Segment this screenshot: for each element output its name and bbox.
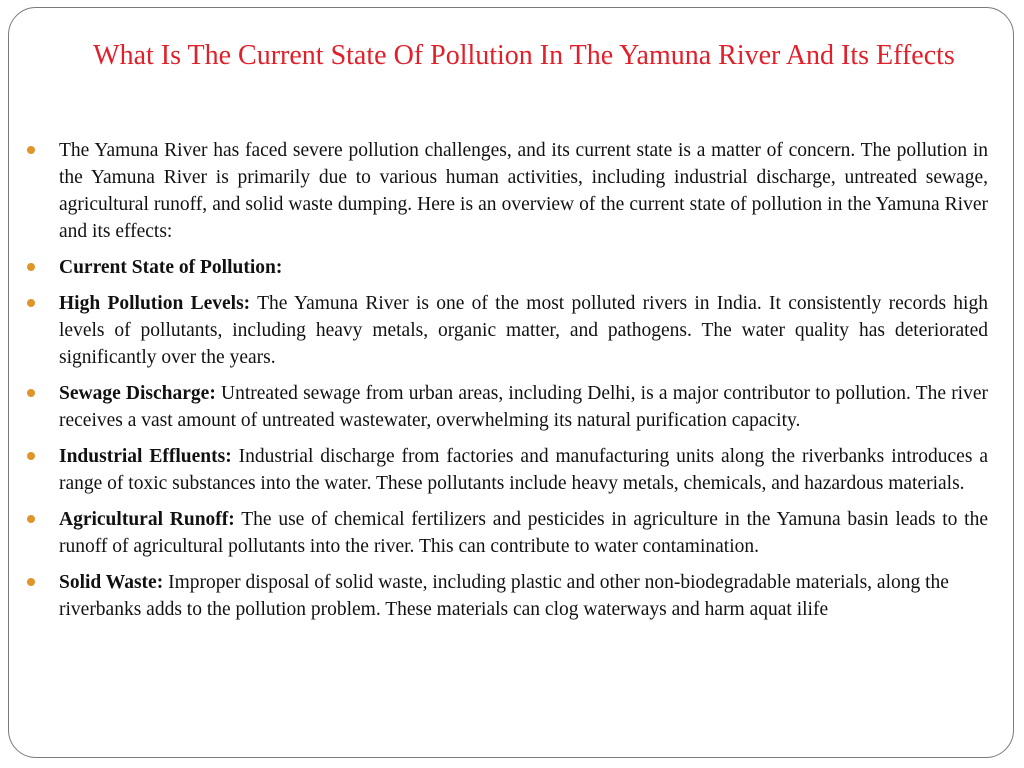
bullet-item-solid-waste — [59, 569, 988, 623]
bullet-lead: Sewage Discharge: — [59, 383, 216, 404]
bullet-dot-icon — [27, 389, 35, 397]
bullet-text: Industrial discharge from factories and manufacturing units along the riverbanks introduces a range of toxic substances into the water. These pollutants include heavy metals, chemicals, and hazardous materials. — [59, 446, 988, 494]
bullet-dot-icon — [27, 452, 35, 460]
bullet-item-agricultural — [59, 506, 988, 560]
bullet-lead: Industrial Effluents: — [59, 446, 232, 467]
bullet-text: Improper disposal of solid waste, including plastic and other non-biodegradable materials, along the riverbanks adds to the pollution problem. These materials can clog waterways and harm aquat ilife — [59, 572, 949, 620]
bullet-text: The Yamuna River has faced severe pollution challenges, and its current state is a matter of concern. The pollution in the Yamuna River is primarily due to various human activities, including industrial discharge, untreated sewage, agricultural runoff, and solid waste dumping. Here is an overview of the current state of pollution in the Yamuna River and its effects: — [59, 140, 988, 242]
bullet-item-high-pollution — [59, 290, 988, 371]
bullet-item-sewage — [59, 380, 988, 434]
bullet-text: Untreated sewage from urban areas, including Delhi, is a major contributor to pollution. The river receives a vast amount of untreated wastewater, overwhelming its natural purification capacity. — [59, 383, 988, 431]
bullet-lead: Solid Waste: — [59, 572, 164, 593]
bullet-dot-icon — [27, 299, 35, 307]
slide-title: What Is The Current State Of Pollution In The Yamuna River And Its Effects — [93, 40, 955, 71]
bullet-lead: High Pollution Levels: — [59, 293, 251, 314]
bullet-text: The Yamuna River is one of the most polluted rivers in India. It consistently records high levels of pollutants, including heavy metals, organic matter, and pathogens. The water quality has deteriorated significantly over the years. — [59, 293, 988, 368]
bullet-dot-icon — [27, 263, 35, 271]
bullet-lead: Agricultural Runoff: — [59, 509, 235, 530]
bullet-list — [59, 137, 988, 632]
bullet-item-intro — [59, 137, 988, 245]
bullet-text: The use of chemical fertilizers and pesticides in agriculture in the Yamuna basin leads to the runoff of agricultural pollutants into the river. This can contribute to water contamination. — [59, 509, 988, 557]
bullet-dot-icon — [27, 146, 35, 154]
bullet-lead: Current State of Pollution: — [59, 257, 283, 278]
bullet-item-current-state — [59, 254, 988, 281]
bullet-dot-icon — [27, 515, 35, 523]
bullet-dot-icon — [27, 578, 35, 586]
bullet-item-industrial — [59, 443, 988, 497]
